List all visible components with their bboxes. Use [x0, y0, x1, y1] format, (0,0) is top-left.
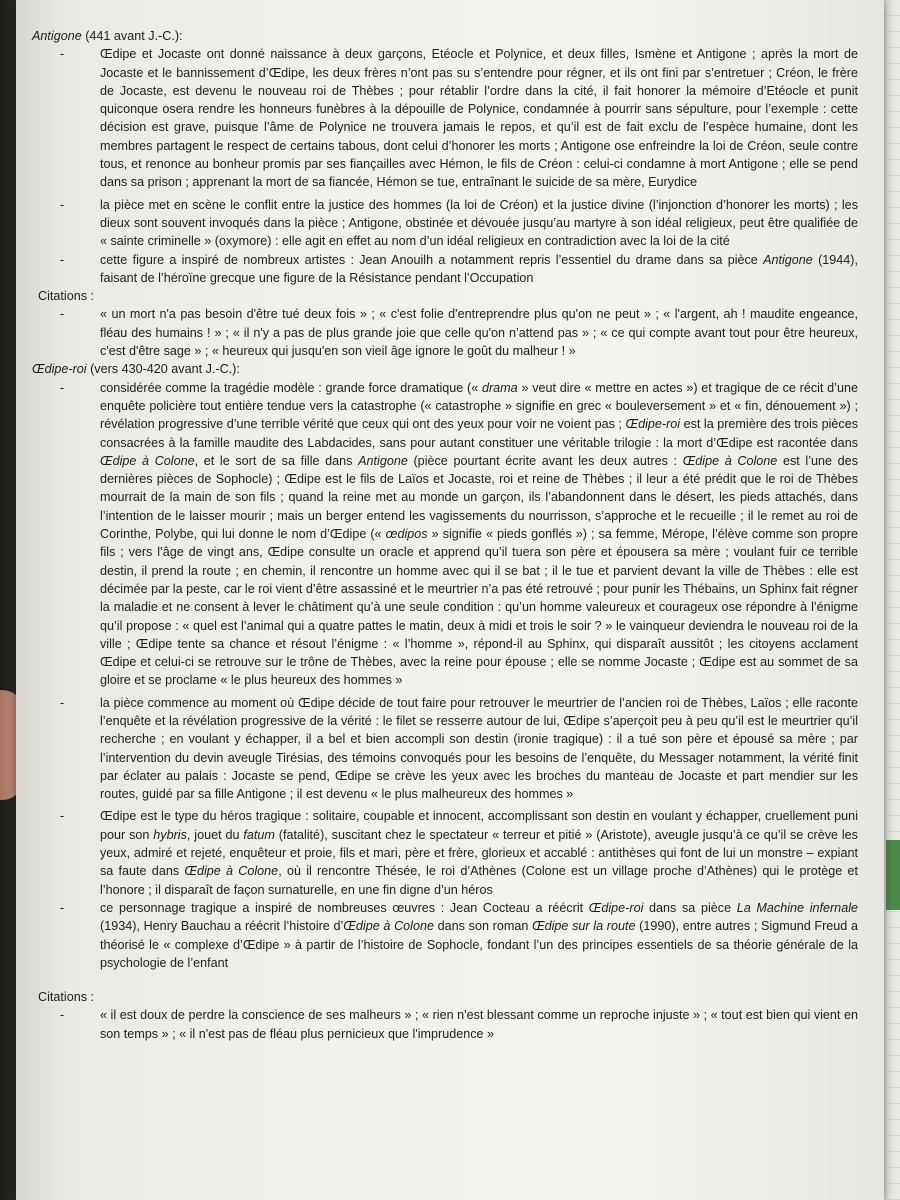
list-item: [32, 305, 862, 360]
bullet-dash: -: [60, 695, 65, 710]
heading-title: Œdipe-roi: [32, 362, 87, 377]
citation-text: « un mort n'a pas besoin d'être tué deux fois » ; « c'est folie d'entreprendre plus qu'on ne peut » ; « l'argent, ah ! maudite engeance, fléau des humains ! » ; « il n'y a pas de plus grande joie que celle qu'on n’attend pas » ; « ce qui compte avant tout pour être heureux, c'est d'être sage » ; « heureux qui jusqu'en son vieil âge ignore le goût du malheur ! »: [100, 307, 858, 359]
citations-label: Citations :: [38, 990, 94, 1005]
item-text: cette figure a inspiré de nombreux artistes : Jean Anouilh a notamment repris l’essentiel du drame dans sa pièce Antigone (1944), faisant de l’héroïne grecque une figure de la Résistance pendant l’Occupation: [100, 252, 858, 285]
bullet-dash: -: [60, 47, 65, 62]
list-item: [32, 807, 862, 898]
antigone-citations: [32, 305, 862, 360]
list-item: [32, 694, 862, 804]
item-text: Œdipe et Jocaste ont donné naissance à deux garçons, Etéocle et Polynice, et deux filles, Ismène et Antigone ; après la mort de Jocaste et le bannissement d’Œdipe, les deux frères n’ont pas su s’entendre pour régner, et ils ont fini par s’entretuer ; Créon, le frère de Jocaste, est devenu le nouveau roi de Thèbes ; pour rétablir l’ordre dans la cité, il fait honorer la mémoire d’Etéocle et punit quiconque osera rendre les honneurs funèbres à la dépouille de Polynice, condamnée à pourrir sans sépulture, pour l’exemple : cette décision est grave, puisque l’âme de Polynice ne trouvera jamais le repos, et qu’il est de fait exclu de l’espèce humaine, dont les membres partagent le respect de certains tabous, dont celui d’honorer les morts ; Antigone ose enfreindre la loi de Créon, seule contre tous, et renonce au bonheur promis par ses fiançailles avec Hémon, le fils de Créon : celui-ci condamne à mort Antigone ; elle se pend dans sa prison ; apprenant la mort de sa fiancée, Hémon se tue, entraînant le suicide de sa mère, Eurydice: [100, 47, 858, 190]
heading-date: (441 avant J.-C.):: [81, 29, 183, 43]
item-text: ce personnage tragique a inspiré de nombreuses œuvres : Jean Cocteau a réécrit Œdipe-roi dans sa pièce La Machine infernale (1934), Henry Bauchau a réécrit l’histoire d’Œdipe à Colone dans son roman Œdipe sur la route (1990), entre autres ; Sigmund Freud a théorisé le « complexe d’Œdipe » à partir de l’histoire de Sophocle, fondant l’un des principes essentiels de sa théorie générale de la psychologie de l’enfant: [100, 900, 858, 970]
list-item: [32, 379, 862, 690]
citation-text: « il est doux de perdre la conscience de ses malheurs » ; « rien n'est blessant comme un reproche injuste » ; « tout est bien qui vient en son temps » ; « il n'est pas de fléau plus pernicieux que l'imprudence »: [100, 1008, 858, 1041]
list-item: [32, 196, 862, 251]
bullet-dash: -: [60, 252, 65, 267]
list-item: [32, 899, 862, 972]
item-text: la pièce commence au moment où Œdipe décide de tout faire pour retrouver le meurtrier de l’ancien roi de Thèbes, Laïos ; elle raconte l’enquête et la révélation progressive de la vérité : le filet se resserre autour de lui, Œdipe s’aperçoit peu à peu qu’il est le meurtrier qu’il recherche ; en voulant y échapper, il a bel et bien accompli son destin (ironie tragique) : il a tué son père et épousé sa mère ; par l’intervention du devin aveugle Tirésias, des témoins convoqués pour les besoins de l’enquête, du Messager notamment, la vérité finit par éclater au palais : Jocaste se pend, Œdipe se crève les yeux avec les broches du manteau de Jocaste et part mendier sur les routes, guidé par sa fille Antigone ; il est devenu « le plus malheureux des hommes »: [100, 695, 858, 802]
green-tab: [886, 840, 900, 910]
document-text: [32, 27, 862, 1043]
oedipe-citations: [32, 1006, 862, 1043]
item-text: Œdipe est le type du héros tragique : solitaire, coupable et innocent, accomplissant son destin en voulant y échapper, cruellement puni pour son hybris, jouet du fatum (fatalité), suscitant chez le spectateur « terreur et pitié » (Aristote), aveugle jusqu’à ce qu’il se crève les yeux, admiré et rejeté, enquêteur et proie, fils et mari, père et frère, glorieux et accablé : antithèses qui font de lui un monstre – expiant sa faute dans Œdipe à Colone, où il rencontre Thésée, le roi d’Athènes (Colone est un village proche d’Athènes) qui le protège et l’honore ; il disparaît de façon surnaturelle, en une fin digne d’un héros: [100, 809, 858, 897]
heading-title: Antigone: [32, 29, 82, 43]
bullet-dash: -: [60, 307, 65, 322]
bullet-dash: -: [60, 900, 65, 915]
list-item: [32, 45, 862, 191]
document-page: [16, 0, 884, 1200]
oedipe-points: [32, 379, 862, 973]
list-item: [32, 251, 862, 288]
antigone-points: [32, 45, 862, 287]
list-item: [32, 1006, 862, 1043]
bullet-dash: -: [60, 380, 65, 395]
heading-date: (vers 430-420 avant J.-C.):: [86, 362, 240, 377]
section-heading-oedipe-roi: [32, 360, 862, 378]
item-text: la pièce met en scène le conflit entre la justice des hommes (la loi de Créon) et la justice divine (l’injonction d’honorer les morts) ; les dieux sont souvent invoqués dans la pièce ; Antigone, obstinée et dévouée jusqu’au martyre à son idéal religieux, peut être qualifiée de « sainte criminelle » (oxymore) : elle agit en effet au nom d’un idéal religieux en contradiction avec la loi de la cité: [100, 197, 858, 249]
section-heading-antigone: [32, 27, 862, 45]
bullet-dash: -: [60, 809, 65, 824]
bullet-dash: -: [60, 197, 65, 212]
bullet-dash: -: [60, 1008, 65, 1023]
citations-label: Citations :: [38, 289, 94, 304]
item-text: considérée comme la tragédie modèle : grande force dramatique (« drama » veut dire « mettre en actes ») et tragique de ce récit d’une enquête policière tout entière tendue vers la catastrophe (« catastrophe » signifie en grec « bouleversement » et « fin, dénouement ») ; révélation progressive d’une terrible vérité que ceux qui ont des yeux pour voir ne voient pas ; Œdipe-roi est la première des trois pièces consacrées à la famille maudite des Labdacides, sans pour autant constituer une véritable trilogie : la mort d’Œdipe est racontée dans Œdipe à Colone, et le sort de sa fille dans Antigone (pièce pourtant écrite avant les deux autres : Œdipe à Colone est l’une des dernières pièces de Sophocle) ; Œdipe est le fils de Laïos et Jocaste, roi et reine de Thèbes ; il leur a été prédit que le roi de Thèbes mourrait de la main de son fils ; quand la reine met au monde un garçon, ils l’abandonnent dans le désert, les pieds attachés, dans l’intention de le laisser mourir ; mais un berger entend les vagissements du nourrisson, s’approche et le recueille ; il le remet au roi de Corinthe, Polybe, qui lui donne le nom d’Œdipe (« œdipos » signifie « pieds gonflés ») ; sa femme, Mérope, l’élève comme son propre fils ; vers l’âge de vingt ans, Œdipe consulte un oracle et apprend qu’il tuera son père et épousera sa mère ; voulant fuir ce terrible destin, il prend la route ; en chemin, il rencontre un homme avec qui il se bat ; il le tue et parvient devant la ville de Thèbes : elle est décimée par la peste, car le roi vient d’être assassiné et le meurtrier n’a pas été retrouvé ; pour punir les Thébains, un Sphinx fait régner la maladie et ne consent à lever le châtiment qu’à une seule condition : qu’un homme valeureux et courageux ose répondre à l’énigme qu’il propose : « quel est l’animal qui a quatre pattes le matin, deux à midi et trois le soir ? » le vainqueur deviendra le nouveau roi de la ville ; Œdipe tente sa chance et résout l’énigme : « l’homme », répond-il au Sphinx, qui disparaît aussitôt ; les citoyens acclament Œdipe et celui-ci se retrouve sur le trône de Thèbes, avec la reine pour épouse ; elle se nomme Jocaste ; Œdipe est au sommet de sa gloire et se proclame « le plus heureux des hommes »: [100, 380, 858, 688]
